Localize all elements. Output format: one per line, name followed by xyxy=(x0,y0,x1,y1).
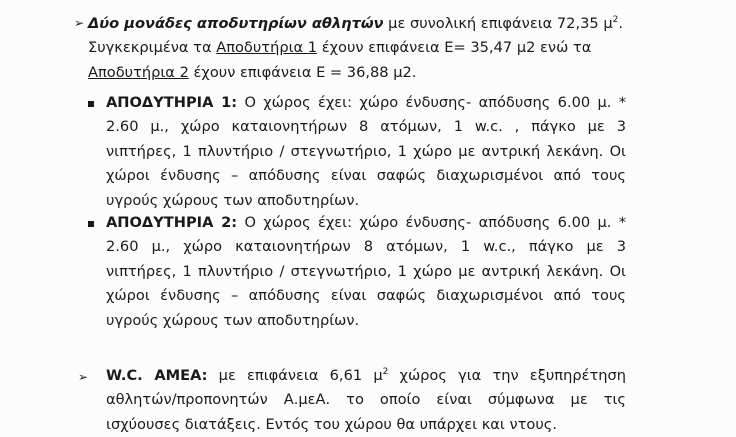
locker-1-link-text: Αποδυτήρια 1 xyxy=(216,39,318,57)
intro-paragraph xyxy=(88,12,636,85)
intro-lead: Δύο μονάδες αποδυτηρίων αθλητών xyxy=(88,15,384,32)
locker-1-title: ΑΠΟΔΥΤΗΡΙΑ 1: xyxy=(106,94,238,111)
arrow-bullet-icon: ➢ xyxy=(74,16,85,30)
wc-amea-title: W.C. AMEA: xyxy=(106,367,208,384)
arrow-bullet-icon: ➢ xyxy=(78,370,89,384)
square-bullet-icon xyxy=(88,101,94,107)
square-bullet-icon xyxy=(88,221,94,227)
intro-line-3: Αποδυτήρια 2 έχουν επιφάνεια Ε = 36,88 μ2. xyxy=(88,63,417,81)
locker-1-paragraph: ΑΠΟΔΥΤΗΡΙΑ 1: Ο χώρος έχει: χώρο ένδυσης- απόδυσης 6.00 μ. * 2.60 μ., χώρο καταιονητήρων 8 ατόμων, 1 w.c. , πάγκο με 3 νιπτήρες, 1 πλυντήριο / στεγνωτήριο, 1 χώρο με αντρική λεκάνη. Οι χώροι ένδυσης – απόδυσης είναι σαφώς διαχωρισμένοι από τους υγρούς χώρους των αποδυτηρίων. xyxy=(106,94,627,209)
wc-amea-paragraph: W.C. AMEA: με επιφάνεια 6,61 $\mu^2$ χώρος για την εξυπηρέτηση αθλητών/προπονητών Α.μεΑ. το οποίο είναι σύμφωνα με τις ισχύουσες διατάξεις. Εντός του χώρου θα υπάρχει και ντους. xyxy=(106,367,626,433)
locker-2-paragraph: ΑΠΟΔΥΤΗΡΙΑ 2: Ο χώρος έχει: χώρο ένδυσης- απόδυσης 6.00 μ. * 2.60 μ., χώρο καταιονητήρων 8 ατόμων, 1 w.c., πάγκο με 3 νιπτήρες, 1 πλυντήριο / στεγνωτήριο, 1 χώρο με αντρική λεκάνη. Οι χώροι ένδυσης – απόδυσης είναι σαφώς διαχωρισμένοι από τους υγρούς χώρους των αποδυτηρίων. xyxy=(106,214,627,329)
locker-2-link-text: Αποδυτήρια 2 xyxy=(88,63,189,81)
locker-2-title: ΑΠΟΔΥΤΗΡΙΑ 2: xyxy=(106,214,238,231)
intro-line-1: Δύο μονάδες αποδυτηρίων αθλητών με συνολική επιφάνεια 72,35 $\mu^2$. xyxy=(88,15,623,32)
intro-line-2: Συγκεκριμένα τα Αποδυτήρια 1 έχουν επιφάνεια Ε= 35,47 μ2 ενώ τα xyxy=(88,39,592,57)
